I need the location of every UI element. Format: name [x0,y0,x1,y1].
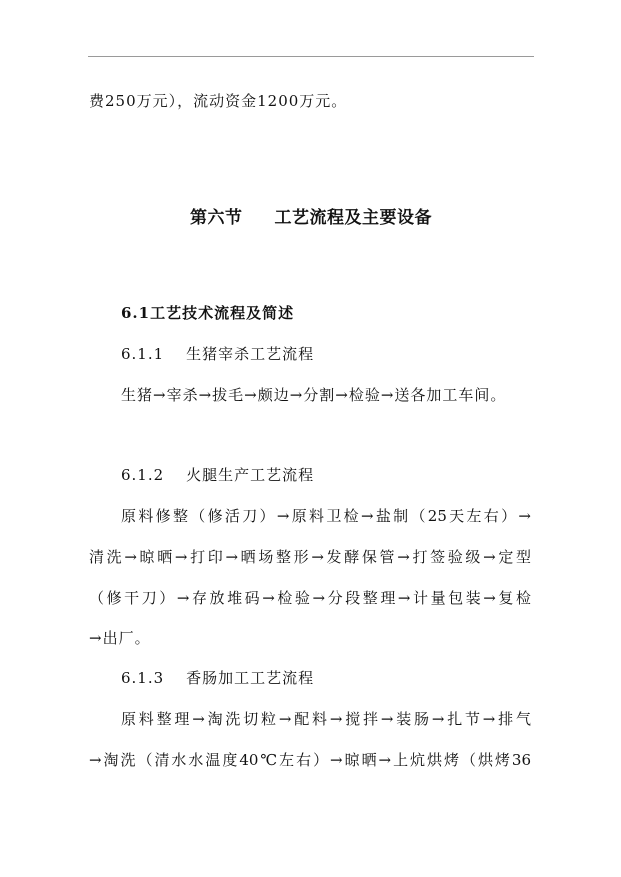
flow-line: 生猪→宰杀→拔毛→颇边→分割→检验→送各加工车间。 [121,386,507,404]
flow-line: 原料修整（修活刀）→原料卫检→盐制（25天左右）→ [121,507,531,525]
item-number: 6.1.3 [121,669,165,687]
item-title: 生猪宰杀工艺流程 [186,345,315,363]
flow-line: 原料整理→淘洗切粒→配料→搅拌→装肠→扎节→排气 [121,710,531,728]
item-title: 火腿生产工艺流程 [186,466,315,484]
item-number: 6.1.2 [121,466,165,484]
flow-line: →出厂。 [89,629,151,647]
item-heading-6-1-2 [121,465,314,485]
flow-line: →淘洗（清水水温度40℃左右）→晾晒→上炕烘烤（烘烤36 [89,751,531,769]
header-rule [88,56,534,57]
section-number: 第六节 [190,208,243,228]
item-number: 6.1.1 [121,345,165,363]
subsection-heading: 6.1工艺技术流程及简述 [121,304,295,322]
flow-line: （修干刀）→存放堆码→检验→分段整理→计量包装→复检 [89,589,531,607]
item-heading-6-1-3 [121,668,314,688]
section-name: 工艺流程及主要设备 [274,208,432,228]
flow-line: 清洗→晾晒→打印→晒场整形→发酵保管→打签验级→定型 [89,548,531,566]
section-title [190,208,432,228]
item-title: 香肠加工工艺流程 [186,669,315,687]
continuation-text: 费250万元），流动资金1200万元。 [89,92,348,110]
item-heading-6-1-1 [121,344,314,364]
